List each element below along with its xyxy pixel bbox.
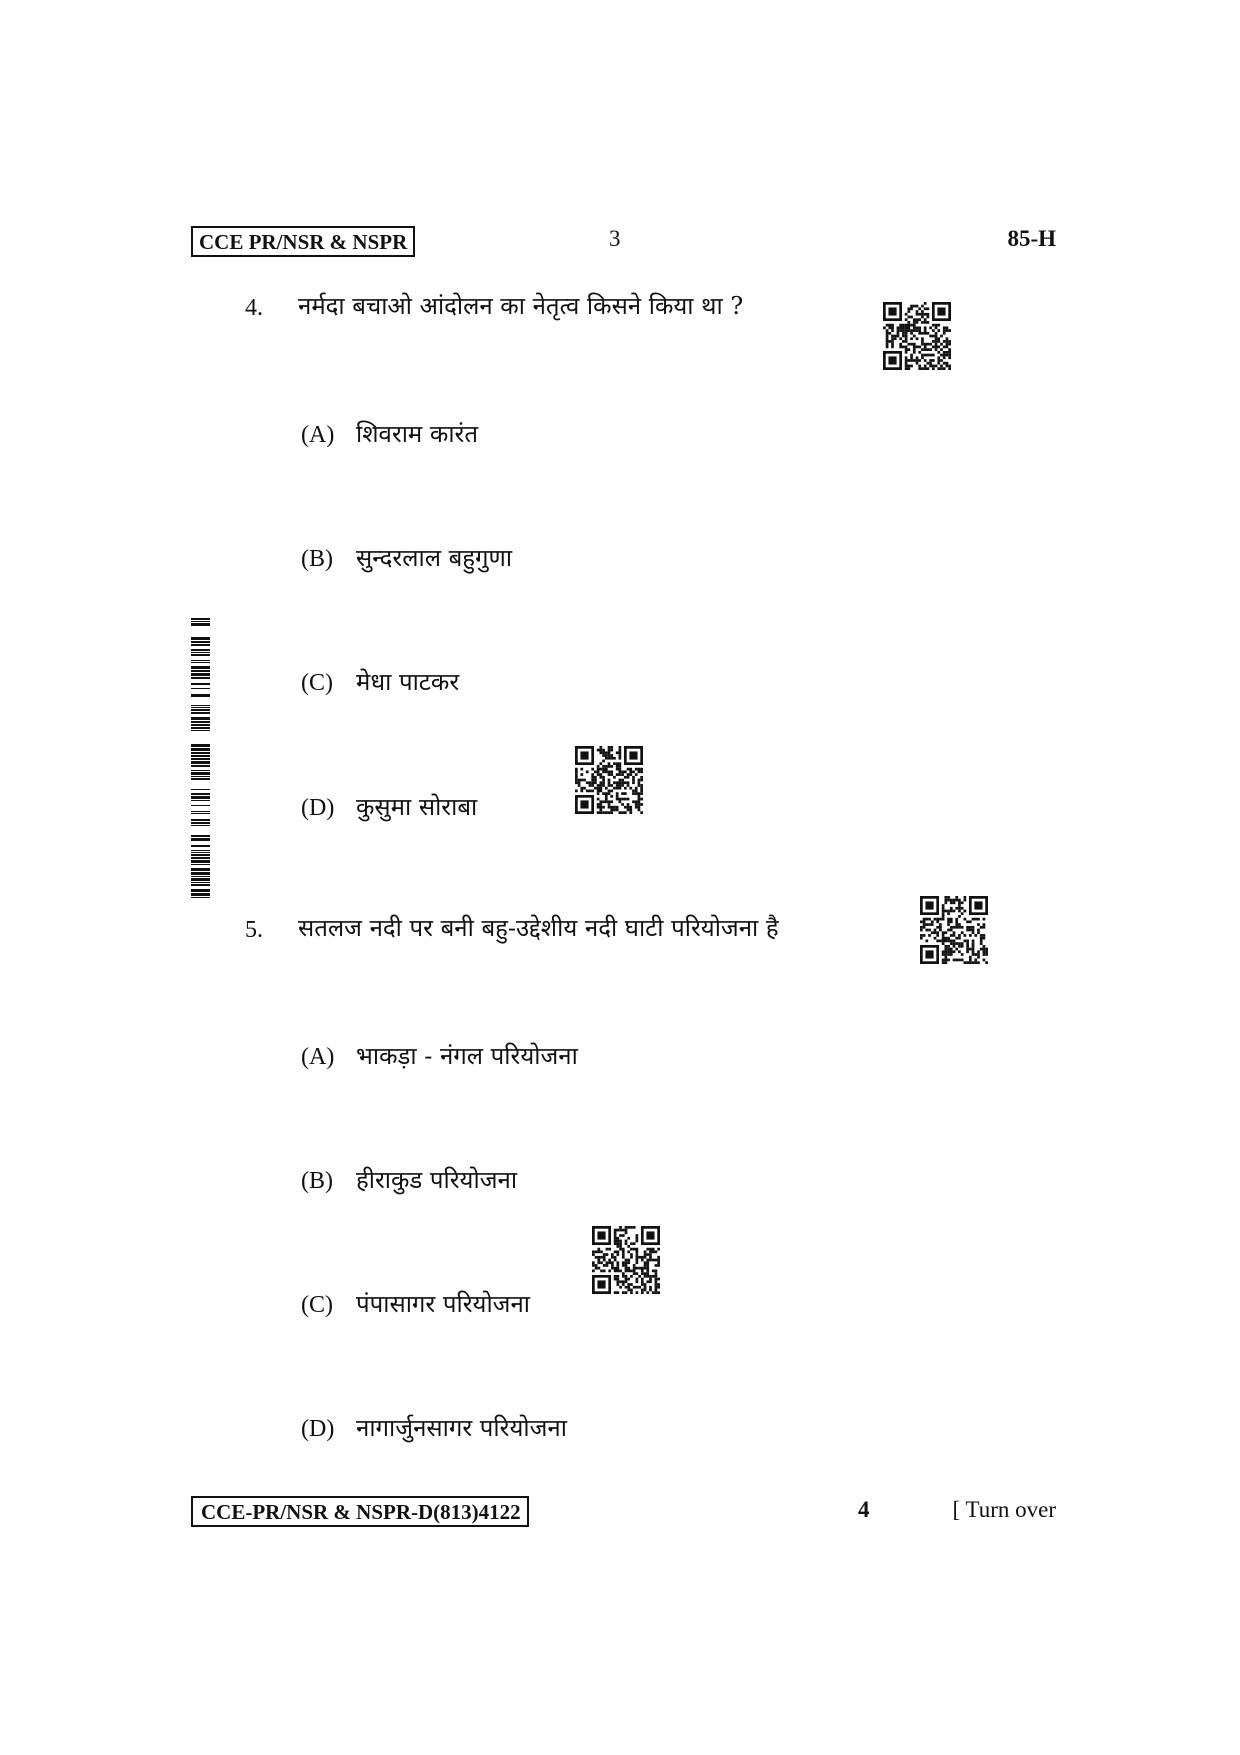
- option-label: (B): [301, 1168, 333, 1194]
- question-5-option-a: [301, 1041, 578, 1072]
- option-text: कुसुमा सोराबा: [356, 793, 478, 821]
- option-label: (B): [301, 546, 333, 572]
- option-label: (A): [301, 1044, 335, 1070]
- qr-code-icon: [592, 1226, 660, 1294]
- question-4-option-d: [301, 792, 477, 823]
- question-4-text: नर्मदा बचाओ आंदोलन का नेतृत्व किसने किया था ?: [298, 292, 744, 320]
- option-label: (A): [301, 422, 335, 448]
- option-label: (D): [301, 1416, 335, 1442]
- qr-code-icon: [575, 746, 643, 814]
- question-5-number: 5.: [245, 917, 263, 943]
- question-5-option-c: [301, 1289, 530, 1320]
- option-label: (D): [301, 795, 335, 821]
- footer-page-number: 4: [858, 1497, 870, 1522]
- qr-code-icon: [920, 896, 988, 964]
- option-text: मेधा पाटकर: [356, 668, 460, 696]
- qr-code-icon: [883, 302, 951, 370]
- option-text: हीराकुड परियोजना: [356, 1166, 518, 1194]
- option-text: नागार्जुनसागर परियोजना: [356, 1414, 567, 1442]
- option-label: (C): [301, 1292, 333, 1318]
- option-text: भाकड़ा - नंगल परियोजना: [356, 1042, 578, 1070]
- option-text: शिवराम कारंत: [356, 420, 479, 448]
- barcode-icon: [191, 618, 210, 898]
- question-5-option-d: [301, 1413, 567, 1444]
- turn-over-label: [ Turn over: [952, 1497, 1056, 1522]
- option-text: सुन्दरलाल बहुगुणा: [356, 544, 513, 572]
- header-code: CCE PR/NSR & NSPR: [191, 226, 415, 257]
- header-paper-code: 85-H: [1007, 226, 1056, 251]
- option-text: पंपासागर परियोजना: [356, 1290, 531, 1318]
- question-4-number: 4.: [245, 295, 263, 321]
- question-4-option-a: [301, 419, 478, 450]
- question-4-option-b: [301, 543, 512, 574]
- question-5-option-b: [301, 1165, 517, 1196]
- header-page-number: 3: [609, 226, 621, 251]
- option-label: (C): [301, 670, 333, 696]
- question-4-option-c: [301, 667, 459, 698]
- question-5-text: सतलज नदी पर बनी बहु-उद्देशीय नदी घाटी परियोजना है: [298, 914, 779, 942]
- footer-code: CCE-PR/NSR & NSPR-D(813)4122: [191, 1496, 529, 1527]
